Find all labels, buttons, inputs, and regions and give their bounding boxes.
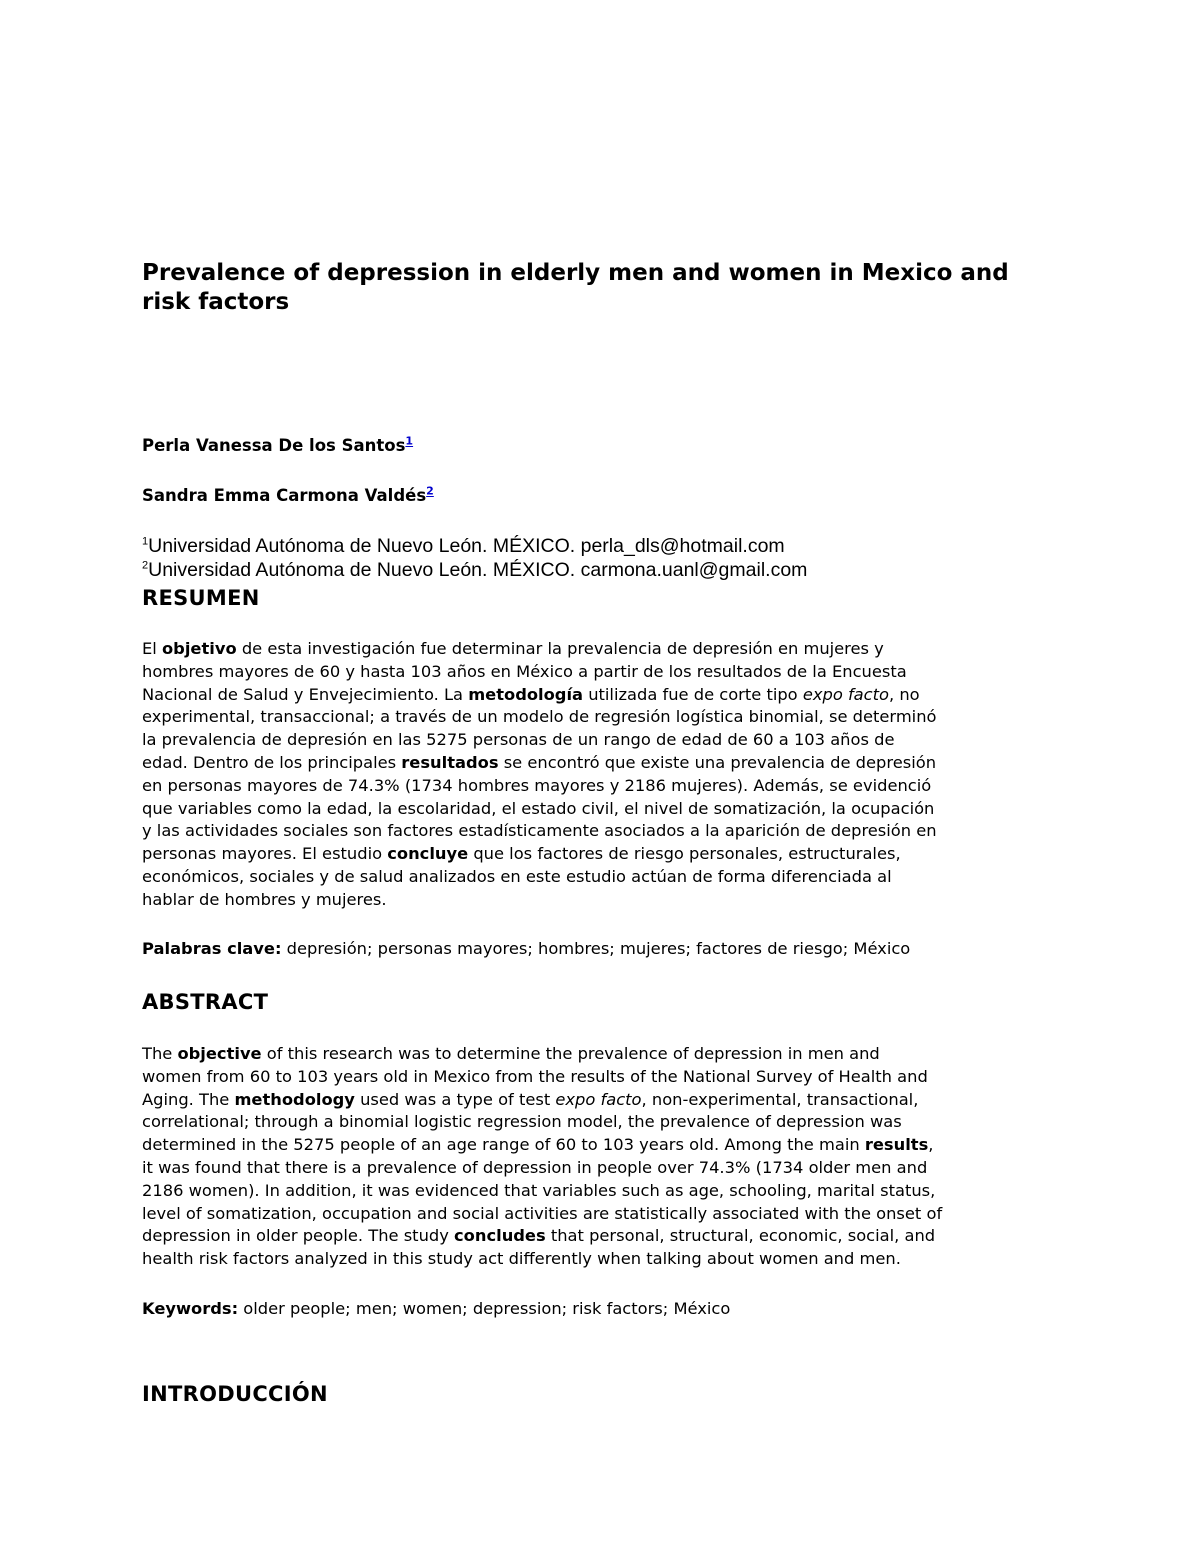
resumen-heading: RESUMEN — [142, 586, 260, 610]
affiliation-mark: 1 — [142, 535, 149, 548]
author-footnote-link[interactable]: 1 — [405, 434, 414, 448]
paragraph-line: health risk factors analyzed in this study act differently when talking about women and men. — [142, 1249, 901, 1269]
title-line-1: Prevalence of depression in elderly men and women in Mexico and — [142, 260, 1009, 286]
paragraph-line: Aging. The methodology used was a type of test expo facto, non-experimental, transactional, — [142, 1089, 919, 1109]
affiliation-text: Universidad Autónoma de Nuevo León. MÉXICO. perla_dls@hotmail.com — [148, 535, 785, 557]
bold-term: metodología — [468, 684, 584, 704]
keywords-text: depresión; personas mayores; hombres; mujeres; factores de riesgo; México — [281, 939, 911, 958]
affiliation-text: Universidad Autónoma de Nuevo León. MÉXICO. carmona.uanl@gmail.com — [148, 559, 808, 581]
paragraph-line: El objetivo de esta investigación fue determinar la prevalencia de depresión en mujeres y — [142, 639, 884, 658]
italic-term: expo facto — [555, 1089, 642, 1109]
affiliation-1 — [142, 534, 785, 558]
paragraph-line: depression in older people. The study concludes that personal, structural, economic, social, and — [142, 1226, 936, 1246]
paragraph-line: correlational; through a binomial logistic regression model, the prevalence of depression was — [142, 1112, 902, 1132]
paragraph-line: it was found that there is a prevalence of depression in people over 74.3% (1734 older men and — [142, 1157, 928, 1177]
keywords-label: Palabras clave: — [142, 939, 282, 958]
bold-term: results — [864, 1135, 929, 1155]
author-1 — [142, 436, 413, 456]
paragraph-line: y las actividades sociales son factores estadísticamente asociados a la aparición de depresión en — [142, 821, 937, 841]
affiliation-mark: 2 — [142, 559, 149, 572]
paragraph-line: la prevalencia de depresión en las 5275 personas de un rango de edad de 60 a 103 años de — [142, 730, 895, 750]
paragraph-line: 2186 women). In addition, it was evidenced that variables such as age, schooling, marital status, — [142, 1180, 936, 1200]
paragraph-line: hombres mayores de 60 y hasta 103 años en México a partir de los resultados de la Encuesta — [142, 661, 907, 681]
paragraph-line: que variables como la edad, la escolaridad, el estado civil, el nivel de somatización, la ocupación — [142, 798, 935, 818]
paragraph-line: personas mayores. El estudio concluye que los factores de riesgo personales, estructurales, — [142, 844, 901, 864]
paragraph-line: level of somatization, occupation and social activities are statistically associated with the onset of — [142, 1203, 943, 1223]
paragraph-line: The objective of this research was to determine the prevalence of depression in men and — [142, 1044, 880, 1063]
paragraph-line: experimental, transaccional; a través de un modelo de regresión logística binomial, se determinó — [142, 707, 937, 727]
paragraph-line: económicos, sociales y de salud analizados en este estudio actúan de forma diferenciada al — [142, 866, 892, 886]
title-line-2: risk factors — [142, 289, 290, 315]
paragraph-line: Nacional de Salud y Envejecimiento. La metodología utilizada fue de corte tipo expo facto, no — [142, 684, 920, 704]
author-name: Sandra Emma Carmona Valdés — [142, 486, 427, 505]
resumen-paragraph — [142, 638, 1067, 912]
paragraph-line: determined in the 5275 people of an age range of 60 to 103 years old. Among the main results, — [142, 1135, 934, 1155]
paragraph-line: hablar de hombres y mujeres. — [142, 889, 387, 909]
abstract-heading: ABSTRACT — [142, 990, 269, 1014]
author-name: Perla Vanessa De los Santos — [142, 436, 406, 455]
paragraph-line: edad. Dentro de los principales resultados se encontró que existe una prevalencia de depresión — [142, 752, 937, 772]
keywords-text: older people; men; women; depression; risk factors; México — [238, 1299, 731, 1318]
author-footnote-link[interactable]: 2 — [426, 484, 434, 498]
bold-term: resultados — [401, 752, 499, 772]
bold-term: concluye — [387, 844, 469, 864]
bold-term: objetivo — [162, 639, 237, 658]
resumen-keywords — [142, 938, 1067, 961]
affiliation-2 — [142, 558, 807, 582]
paragraph-line: en personas mayores de 74.3% (1734 hombres mayores y 2186 mujeres). Además, se evidenció — [142, 775, 932, 795]
paper-title — [142, 259, 1052, 317]
bold-term: objective — [177, 1044, 262, 1063]
italic-term: expo facto — [802, 684, 889, 704]
author-2 — [142, 486, 434, 506]
paragraph-line: women from 60 to 103 years old in Mexico from the results of the National Survey of Health and — [142, 1066, 928, 1086]
bold-term: concludes — [454, 1226, 546, 1246]
introduccion-heading: INTRODUCCIÓN — [142, 1382, 328, 1406]
bold-term: methodology — [234, 1089, 355, 1109]
abstract-keywords — [142, 1298, 1067, 1321]
abstract-paragraph — [142, 1043, 1067, 1271]
keywords-label: Keywords: — [142, 1299, 239, 1318]
